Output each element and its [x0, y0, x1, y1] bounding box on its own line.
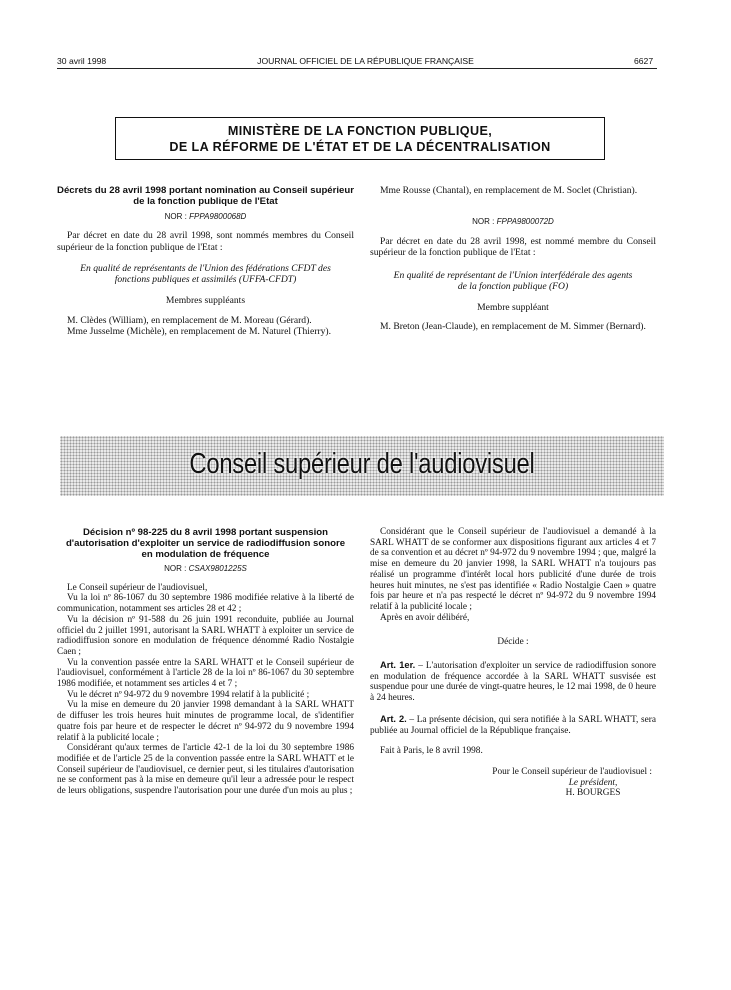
decision-article-1: [370, 660, 656, 704]
decrets-member-4: M. Breton (Jean-Claude), en remplacement de M. Simmer (Bernard).: [380, 321, 646, 333]
article-1-text: – L'autorisation d'exploiter un service de radiodiffusion sonore en modulation de fréquence accordée à la SARL WHATT susvisée est suspendue pour une durée de vingt-quatre heures, le 12 mai 1998, de 0 heure à 24 heures.: [370, 661, 657, 704]
nor-label: NOR :: [164, 564, 189, 573]
decrets-nor-1: [57, 211, 354, 222]
decrets-quality-1: En qualité de représentants de l'Union des fédérations CFDT des fonctions publiques et assimilés (UFFA-CFDT): [80, 262, 331, 286]
ministry-line-2: DE LA RÉFORME DE L'ÉTAT ET DE LA DÉCENTRALISATION: [169, 140, 551, 154]
nor-label: NOR :: [164, 212, 190, 221]
decision-decide: Décide :: [497, 637, 529, 648]
decrets-nor-2: [370, 216, 656, 227]
decrets-intro: Par décret en date du 28 avril 1998, sont nommés membres du Conseil supérieur de la fonction publique de l'Etat :: [57, 230, 354, 253]
decision-para: Le Conseil supérieur de l'audiovisuel,: [67, 582, 208, 593]
signature-line-2: Le président,: [568, 777, 618, 788]
decision-title: Décision nº 98-225 du 8 avril 1998 portant suspension d'autorisation d'exploiter un service de radiodiffusion sonore en modulation de fréquence: [65, 527, 346, 560]
decrets-right-column: [370, 185, 656, 332]
decision-para: Vu la mise en demeure du 20 janvier 1998 demandant à la SARL WHATT de diffuser les trois heures huit minutes de programme local, de s'identifier quatre fois par heure et de respecter le décret nº 94-972 du 9 novembre 1994 relatif à la publicité locale ;: [57, 700, 354, 743]
journal-title: JOURNAL OFFICIEL DE LA RÉPUBLIQUE FRANÇAISE: [257, 56, 474, 66]
decision-nor: [57, 564, 354, 575]
banner-title: Conseil supérieur de l'audiovisuel: [189, 448, 535, 480]
csa-banner: [60, 436, 664, 496]
decrets-title: Décrets du 28 avril 1998 portant nomination au Conseil supérieur de la fonction publique de l'Etat: [57, 185, 354, 207]
decrets-intro-2: Par décret en date du 28 avril 1998, est nommé membre du Conseil supérieur de la fonction publique de l'Etat :: [370, 235, 656, 258]
signature-line-3: H. BOURGES: [565, 788, 621, 799]
decision-para: Vu le décret nº 94-972 du 9 novembre 1994 relatif à la publicité ;: [67, 689, 310, 700]
decrets-left-column: [57, 185, 354, 337]
header-date: 30 avril 1998: [57, 56, 107, 66]
decision-para: Après en avoir délibéré,: [380, 612, 470, 623]
decision-left-column: [57, 527, 354, 797]
article-2-label: Art. 2.: [380, 713, 407, 724]
decision-done: Fait à Paris, le 8 avril 1998.: [380, 746, 483, 757]
decision-article-2: [370, 714, 656, 736]
decrets-member-3: Mme Rousse (Chantal), en remplacement de M. Soclet (Christian).: [380, 185, 638, 196]
decision-para: Considérant que le Conseil supérieur de l'audiovisuel a demandé à la SARL WHATT de se conformer aux dispositions figurant aux articles 4 et 7 de sa convention et au décret nº 94-972 du 9 novembre 1994 ; que, malgré la mise en demeure du 20 janvier 1998, la SARL WHATT n'a toujours pas réalisé un programme d'intérêt local hors publicité d'une durée de trois heures huit minutes, ne s'est pas identifiée « Radio Nostalgie Caen » quatre fois par heure et n'a pas respecté le décret nº 94-972 du 9 novembre 1994 relatif à la publicité locale ;: [370, 527, 656, 612]
decrets-heading-1: Membres suppléants: [165, 295, 246, 307]
signature-line-1: Pour le Conseil supérieur de l'audiovisuel :: [492, 766, 652, 777]
page-number: 6627: [634, 56, 654, 66]
decrets-member-1: M. Clèdes (William), en remplacement de M. Moreau (Gérard).: [67, 314, 312, 326]
article-1-label: Art. 1er.: [380, 660, 416, 671]
nor-code: FPPA9800072D: [496, 217, 554, 227]
nor-label: NOR :: [472, 217, 497, 227]
decrets-quality-2: En qualité de représentant de l'Union interfédérale des agents de la fonction publique (FO): [393, 270, 633, 293]
decision-para: Vu la loi nº 86-1067 du 30 septembre 1986 modifiée relative à la liberté de communication, notamment ses articles 28 et 42 ;: [57, 593, 354, 615]
decision-para: Considérant qu'aux termes de l'article 42-1 de la loi du 30 septembre 1986 modifiée et de l'article 25 de la convention passée entre la SARL WHATT et le Conseil supérieur de l'audiovisuel, ce dernier peut, si les titulaires d'autorisation ne se conforment pas à la mise en demeure qu'il leur a adressée pour le respect de leurs obligations, suspendre l'autorisation pour une durée d'un mois au plus ;: [57, 743, 354, 797]
ministry-heading-box: [115, 117, 605, 160]
nor-code: CSAX9801225S: [188, 564, 247, 573]
ministry-line-1: MINISTÈRE DE LA FONCTION PUBLIQUE,: [227, 124, 493, 138]
decision-para: Vu la décision nº 91-588 du 26 juin 1991 reconduite, publiée au Journal officiel du 2 juillet 1991, autorisant la SARL WHATT à exploiter un service de radiodiffusion sonore en modulation de fréquence dénommé Radio Nostalgie Caen ;: [57, 614, 354, 657]
decision-right-column: [370, 527, 656, 799]
decrets-member-2: Mme Jusselme (Michèle), en remplacement de M. Naturel (Thierry).: [67, 326, 331, 338]
nor-code: FPPA9800068D: [189, 212, 247, 221]
decision-para: Vu la convention passée entre la SARL WHATT et le Conseil supérieur de l'audiovisuel, conformément à l'article 28 de la loi nº 86-1067 du 30 septembre 1986 modifiée, et notamment ses articles 4 et 7 ;: [57, 657, 354, 690]
article-2-text: – La présente décision, qui sera notifiée à la SARL WHATT, sera publiée au Journal officiel de la République française.: [370, 714, 656, 736]
decrets-heading-2: Membre suppléant: [477, 301, 549, 313]
header-rule: [57, 68, 657, 69]
